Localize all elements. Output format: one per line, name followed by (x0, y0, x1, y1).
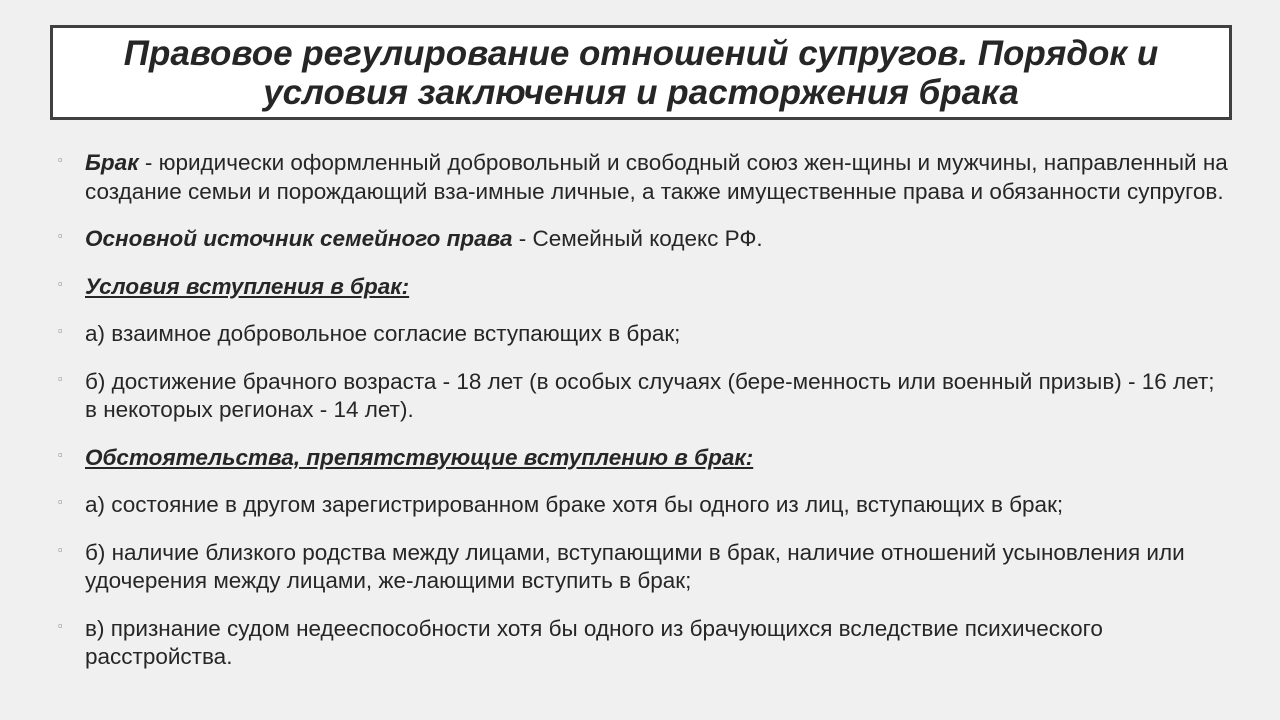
item-text: в) признание судом недееспособности хотя бы одного из брачующихся вследствие психического расстройства. (85, 615, 1103, 669)
list-item-obstacles-heading (58, 444, 1228, 473)
item-text: а) состояние в другом зарегистрированном браке хотя бы одного из лиц, вступающих в брак; (85, 492, 1064, 517)
section-heading: Условия вступления в брак: (85, 273, 410, 299)
bullet-icon: ▫ (58, 446, 63, 462)
title-line-1: Правовое регулирование отношений супругов. Порядок и (123, 33, 1159, 73)
list-item-source (58, 225, 1228, 254)
list-item-conditions-heading (58, 273, 1228, 302)
bullet-icon: ▫ (58, 152, 63, 167)
bullet-list (58, 149, 1228, 691)
bullet-icon: ▫ (58, 494, 63, 509)
item-text: б) достижение брачного возраста - 18 лет (в особых случаях (бере-менность или военный призыв) - 16 лет; в некоторых регионах - 14 лет). (85, 368, 1215, 422)
item-text: б) наличие близкого родства между лицами, вступающими в брак, наличие отношений усыновления или удочерения между лицами, же-лающими вступить в брак; (85, 539, 1185, 593)
section-heading: Обстоятельства, препятствующие вступлению в брак: (85, 444, 754, 470)
list-item (58, 491, 1228, 520)
title-line-2: условия заключения и расторжения брака (263, 72, 1019, 112)
term-label: Основной источник семейного права (85, 226, 513, 251)
list-item-definition (58, 149, 1228, 206)
item-text: - юридически оформленный добровольный и свободный союз жен-щины и мужчины, направленный на создание семьи и порождающий вза-имные личные, а также имущественные права и обязанности супругов. (85, 150, 1228, 204)
list-item (58, 615, 1228, 672)
list-item (58, 368, 1228, 425)
item-text: - Семейный кодекс РФ. (512, 226, 763, 251)
term-label: Брак (85, 150, 139, 175)
list-item (58, 320, 1228, 349)
bullet-icon: ▫ (58, 370, 63, 386)
bullet-icon: ▫ (58, 275, 63, 291)
title-box (50, 25, 1232, 120)
slide-title (124, 34, 1158, 112)
bullet-icon: ▫ (58, 541, 63, 557)
bullet-icon: ▫ (58, 228, 63, 243)
item-text: а) взаимное добровольное согласие вступающих в брак; (85, 321, 681, 346)
bullet-icon: ▫ (58, 323, 63, 338)
bullet-icon: ▫ (58, 617, 63, 633)
list-item (58, 539, 1228, 596)
